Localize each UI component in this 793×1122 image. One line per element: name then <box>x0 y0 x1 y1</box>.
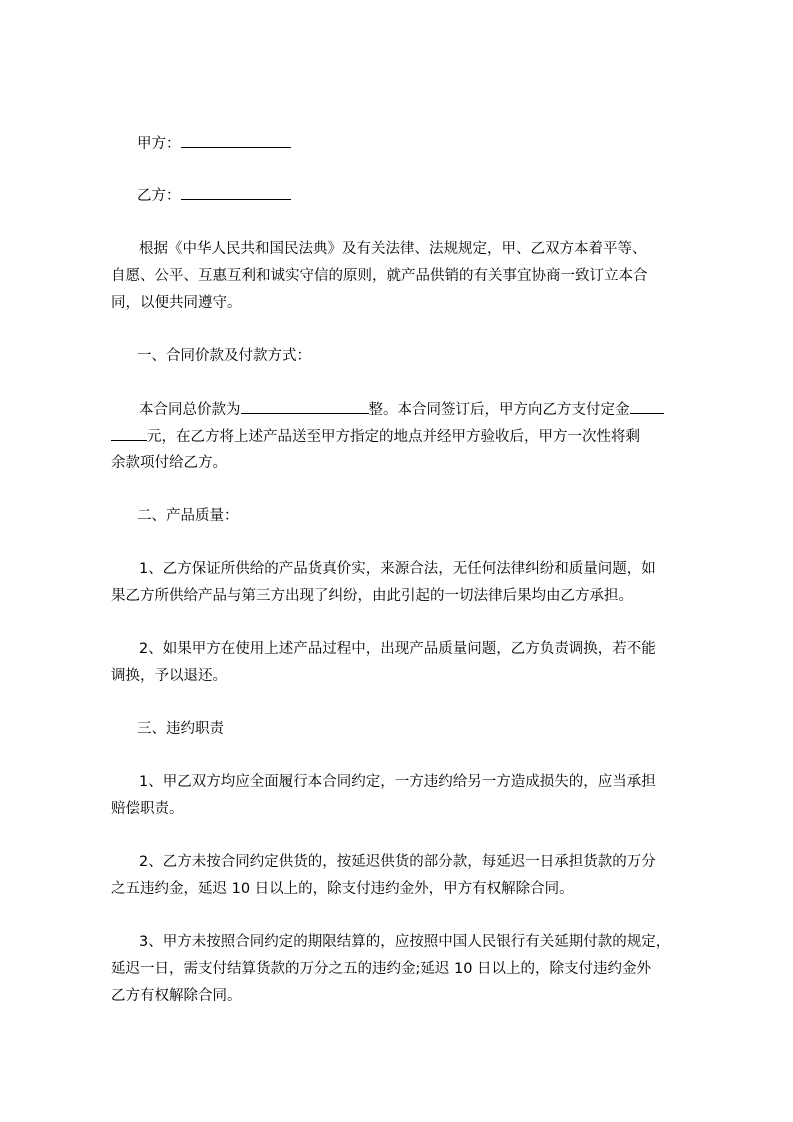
section-3-p1-line-1: 1、甲乙双方均应全面履行本合同约定，一方违约给另一方造成损失的，应当承担 <box>139 774 656 790</box>
section-2-p2-line-1: 2、如果甲方在使用上述产品过程中，出现产品质量问题，乙方负责调换，若不能 <box>139 641 656 657</box>
section-3-heading: 三、违约职责 <box>137 721 224 737</box>
section-3-p3-line-1: 3、甲方未按照合同约定的期限结算的，应按照中国人民银行有关延期付款的规定， <box>139 934 671 950</box>
party-a-blank <box>181 133 291 148</box>
party-b-label: 乙方： <box>137 188 181 204</box>
section-3-p1-line-2: 赔偿职责。 <box>111 801 184 817</box>
preamble-line-2: 自愿、公平、互惠互利和诚实守信的原则，就产品供销的有关事宜协商一致订立本合 <box>111 268 648 284</box>
party-b-blank <box>181 185 291 200</box>
preamble-line-3: 同，以便共同遵守。 <box>111 295 242 311</box>
section-3-p3-line-2: 延迟一日，需支付结算货款的万分之五的违约金;延迟 10 日以上的，除支付违约金外 <box>111 961 652 977</box>
section-2-heading: 二、产品质量： <box>137 508 239 524</box>
total-price-blank <box>241 399 369 414</box>
section-2-p1-line-1: 1、乙方保证所供给的产品货真价实，来源合法，无任何法律纠纷和质量问题，如 <box>139 561 656 577</box>
total-price-label: 本合同总价款为 <box>139 402 241 418</box>
party-a-line <box>137 133 291 154</box>
section-2-p1-line-2: 果乙方所供给产品与第三方出现了纠纷，由此引起的一切法律后果均由乙方承担。 <box>111 588 633 604</box>
preamble-line-1: 根据《中华人民共和国民法典》及有关法律、法规规定，甲、乙双方本着平等、 <box>139 241 647 257</box>
deposit-blank-b <box>111 426 147 441</box>
section-1-p1-line-3: 余款项付给乙方。 <box>111 455 227 471</box>
section-1-p1-line-2 <box>111 426 640 447</box>
party-b-line <box>137 185 291 206</box>
section-2-p2-line-2: 调换，予以退还。 <box>111 668 227 684</box>
section-1-p1-line-2-text: 元，在乙方将上述产品送至甲方指定的地点并经甲方验收后，甲方一次性将剩 <box>147 429 640 445</box>
section-3-p2-line-1: 2、乙方未按合同约定供货的，按延迟供货的部分款，每延迟一日承担货款的万分 <box>139 854 656 870</box>
section-1-p1-line-1 <box>139 399 664 420</box>
party-a-label: 甲方： <box>137 136 181 152</box>
section-3-p3-line-3: 乙方有权解除合同。 <box>111 988 242 1004</box>
section-1-heading: 一、合同价款及付款方式： <box>137 348 311 364</box>
deposit-blank-a <box>630 399 664 414</box>
deposit-text: 整。本合同签订后，甲方向乙方支付定金 <box>368 402 630 418</box>
section-3-p2-line-2: 之五违约金，延迟 10 日以上的，除支付违约金外，甲方有权解除合同。 <box>111 881 574 897</box>
